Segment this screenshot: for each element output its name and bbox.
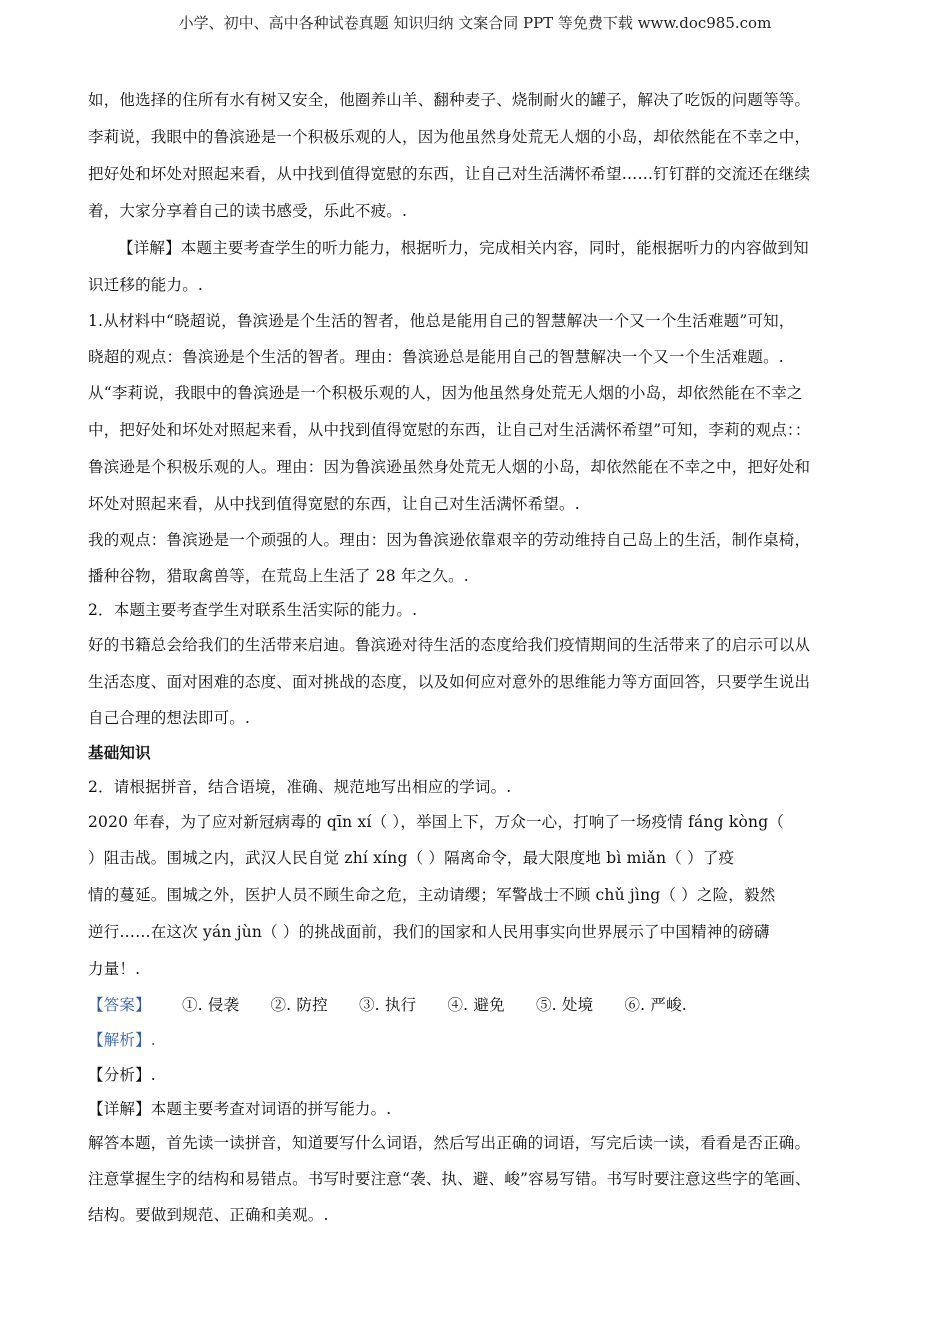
text-line: 着，大家分享着自己的读书感受，乐此不疲。. [88,202,408,220]
text-line: 识迁移的能力。. [88,276,204,294]
text-line: 李莉说，我眼中的鲁滨逊是一个积极乐观的人，因为他虽然身处荒无人烟的小岛，却依然能在不幸之中， [88,128,811,146]
detail-heading-line: 【详解】本题主要考查学生的听力能力，根据听力，完成相关内容，同时，能根据听力的内容做到知 [118,239,809,257]
text-line: 如，他选择的住所有水有树又安全，他圈养山羊、翻种麦子、烧制耐火的罐子，解决了吃饭的问题等等。 [88,91,811,109]
answer-line [88,994,687,1016]
text-line: 生活态度、面对困难的态度、面对挑战的态度，以及如何应对意外的思维能力等方面回答，只要学生说出 [88,673,811,691]
analysis-label: 【解析】. [88,1031,156,1049]
answer-item: ②. 防控 [270,996,328,1014]
text-line: 播种谷物，猎取禽兽等，在荒岛上生活了 28 年之久。. [88,567,469,585]
text-line: 好的书籍总会给我们的生活带来启迪。鲁滨逊对待生活的态度给我们疫情期间的生活带来了的启示可以从 [88,636,811,654]
answer-label: 【答案】 [88,996,151,1014]
text-line: 从“李莉说，我眼中的鲁滨逊是一个积极乐观的人，因为他虽然身处荒无人烟的小岛，却依然能在不幸之 [88,384,803,402]
text-line: 鲁滨逊是个积极乐观的人。理由：因为鲁滨逊虽然身处荒无人烟的小岛，却依然能在不幸之中，把好处和 [88,458,811,476]
question-line: 2．请根据拼音，结合语境，准确、规范地写出相应的学词。. [88,778,512,796]
section-title: 基础知识 [88,743,151,762]
question-line: 逆行……在这次 yán jùn（ ）的挑战面前，我们的国家和人民用事实向世界展示了中国精神的磅礴 [88,923,770,941]
text-line: 2．本题主要考查学生对联系生活实际的能力。. [88,601,418,619]
text-line: 【详解】本题主要考查对词语的拼写能力。. [88,1100,392,1118]
text-line: 解答本题，首先读一读拼音，知道要写什么词语，然后写出正确的词语，写完后读一读，看看是否正确。 [88,1134,811,1152]
text-line: 把好处和坏处对照起来看，从中找到值得宽慰的东西，让自己对生活满怀希望……钉钉群的交流还在继续 [88,165,811,183]
answer-item: ⑥. 严峻. [624,996,687,1014]
answer-item: ①. 侵袭 [181,996,240,1014]
text-line: 我的观点：鲁滨逊是一个顽强的人。理由：因为鲁滨逊依靠艰辛的劳动维持自己岛上的生活，制作桌椅， [88,531,811,549]
text-line: 坏处对照起来看，从中找到值得宽慰的东西，让自己对生活满怀希望。. [88,495,580,513]
page-header: 小学、初中、高中各种试卷真题 知识归纳 文案合同 PPT 等免费下载 www.doc985.com [178,14,772,32]
question-line: 情的蔓延。围城之外，医护人员不顾生命之危，主动请缨；军警战士不顾 chǔ jìng（ ）之险，毅然 [88,886,776,904]
text-line: 结构。要做到规范、正确和美观。. [88,1206,329,1224]
question-line: ）阻击战。围城之内，武汉人民自觉 zhí xíng（ ）隔离命令，最大限度地 bì miǎn（ ）了疫 [88,849,735,867]
text-line: 晓超的观点：鲁滨逊是个生活的智者。理由：鲁滨逊总是能用自己的智慧解决一个又一个生活难题。. [88,348,784,366]
text-line: 1.从材料中“晓超说，鲁滨逊是个生活的智者，他总是能用自己的智慧解决一个又一个生活难题”可知， [88,312,795,330]
text-line: 自己合理的想法即可。. [88,709,251,727]
answer-item: ⑤. 处境 [535,996,594,1014]
answer-item: ③. 执行 [358,996,417,1014]
answer-item: ④. 避免 [447,996,505,1014]
question-line: 2020 年春，为了应对新冠病毒的 qīn xí（ ），举国上下，万众一心，打响了一场疫情 fáng kòng（ [88,813,785,831]
question-line: 力量！. [88,960,141,978]
fenxi-label: 【分析】. [88,1066,156,1084]
text-line: 注意掌握生字的结构和易错点。书写时要注意“袭、执、避、峻”容易写错。书写时要注意这些字的笔画、 [88,1170,811,1188]
text-line: 中，把好处和坏处对照起来看，从中找到值得宽慰的东西，让自己对生活满怀希望”可知，李莉的观点：： [88,421,811,439]
